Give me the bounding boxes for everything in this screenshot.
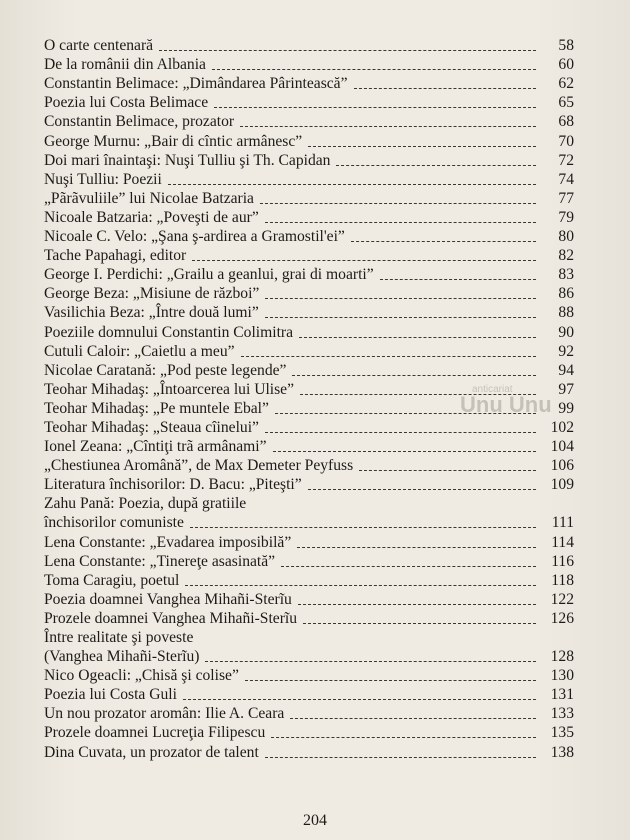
toc-entry-page: 74	[558, 170, 574, 188]
toc-entry-page: 60	[558, 56, 574, 74]
toc-entry-title: Nico Ogeacli: „Chisă şi colise”	[44, 667, 239, 685]
toc-entry-page: 77	[558, 189, 574, 207]
dot-leader	[265, 221, 536, 223]
toc-entry	[44, 590, 574, 609]
toc-entry-title: Lena Constante: „Tinereţe asasinată”	[44, 552, 276, 570]
toc-entry-page: 94	[558, 361, 574, 379]
toc-entry	[44, 552, 574, 571]
dot-leader	[298, 603, 536, 605]
toc-entry-title: De la românii din Albania	[44, 56, 206, 74]
watermark-top-text: anticariat	[472, 384, 513, 395]
toc-entry-page: 92	[558, 342, 574, 360]
toc-entry-title: Literatura închisorilor: D. Bacu: „Piteşti”	[44, 476, 302, 494]
dot-leader	[205, 660, 536, 662]
toc-entry	[44, 246, 574, 265]
toc-entry-title: Ionel Zeana: „Cîntiţi trã armânami”	[44, 438, 267, 456]
toc-entry	[44, 494, 574, 513]
toc-entry-page: 122	[550, 590, 574, 608]
toc-entry-title: Zahu Pană: Poezia, după gratiile	[44, 495, 247, 513]
toc-entry-page: 82	[558, 247, 574, 265]
dot-leader	[185, 584, 536, 586]
toc-entry	[44, 189, 574, 208]
dot-leader	[354, 87, 536, 89]
toc-entry-title: Tache Papahagi, editor	[44, 247, 187, 265]
toc-entry-title: Constantin Belimace: „Dimândarea Pârintească”	[44, 75, 348, 93]
dot-leader	[260, 202, 536, 204]
toc-entry	[44, 723, 574, 742]
toc-entry	[44, 36, 574, 55]
toc-entry	[44, 131, 574, 150]
toc-entry-title: Un nou prozator aromân: Ilie A. Ceara	[44, 705, 285, 723]
toc-entry	[44, 322, 574, 341]
dot-leader	[245, 679, 536, 681]
toc-entry-title: George I. Perdichi: „Grailu a geanlui, grai di moarti”	[44, 266, 374, 284]
dot-leader	[190, 526, 536, 528]
dot-leader	[214, 106, 536, 108]
toc-entry-page: 83	[558, 266, 574, 284]
toc-entry	[44, 704, 574, 723]
toc-entry-title: Prozele doamnei Vanghea Mihañi-Sterĩu	[44, 609, 298, 627]
toc-entry-title: Lena Constante: „Evadarea imposibilă”	[44, 533, 292, 551]
toc-entry	[44, 265, 574, 284]
toc-entry	[44, 571, 574, 590]
toc-entry	[44, 609, 574, 628]
watermark	[460, 384, 580, 424]
toc-entry-page: 90	[558, 323, 574, 341]
toc-entry-page: 114	[551, 533, 574, 551]
toc-entry-page: 97	[558, 380, 574, 398]
dot-leader	[192, 259, 536, 261]
toc-entry-page: 72	[558, 151, 574, 169]
toc-entry-page: 70	[558, 132, 574, 150]
toc-entry	[44, 151, 574, 170]
toc-entry-title: Toma Caragiu, poetul	[44, 571, 180, 589]
toc-entry-title: George Beza: „Misiune de război”	[44, 285, 260, 303]
toc-entry	[44, 456, 574, 475]
toc-entry-title: Constantin Belimace, prozator	[44, 113, 235, 131]
toc-entry-title: Poezia lui Costa Belimace	[44, 94, 209, 112]
toc-entry-title: Teohar Mihadaş: „Întoarcerea lui Ulise”	[44, 380, 295, 398]
toc-entry-page: 62	[558, 75, 574, 93]
toc-entry-page: 99	[558, 399, 574, 417]
dot-leader	[265, 431, 536, 433]
dot-leader	[303, 622, 536, 624]
dot-leader	[265, 297, 536, 299]
dot-leader	[380, 278, 536, 280]
dot-leader	[271, 736, 536, 738]
dot-leader	[336, 164, 536, 166]
toc-entry-page: 80	[558, 228, 574, 246]
toc-entry	[44, 628, 574, 647]
dot-leader	[183, 698, 536, 700]
dot-leader	[159, 49, 536, 51]
toc-entry-page: 88	[558, 304, 574, 322]
toc-entry	[44, 532, 574, 551]
dot-leader	[265, 316, 536, 318]
toc-entry-page: 68	[558, 113, 574, 131]
toc-entry	[44, 742, 574, 761]
toc-entry-page: 131	[550, 686, 574, 704]
toc-entry-title: Teohar Mihadaş: „Pe muntele Ebal”	[44, 399, 269, 417]
toc-entry-page: 130	[550, 667, 574, 685]
toc-entry	[44, 666, 574, 685]
toc-entry-page: 109	[550, 476, 574, 494]
toc-entry-page: 118	[551, 571, 574, 589]
toc-entry-title: Cutuli Caloir: „Caietlu a meu”	[44, 342, 235, 360]
dot-leader	[292, 374, 536, 376]
toc-entry-page: 86	[558, 285, 574, 303]
toc-entry-page: 128	[550, 648, 574, 666]
toc-entry-page: 104	[550, 438, 574, 456]
toc-entry	[44, 74, 574, 93]
toc-entry-page: 138	[550, 743, 574, 761]
toc-entry-page: 116	[551, 552, 574, 570]
toc-entry	[44, 361, 574, 380]
dot-leader	[168, 183, 536, 185]
toc-entry-title: Nicoale C. Velo: „Şana ş-ardirea a Gramostil'ei”	[44, 228, 345, 246]
toc-entry-page: 65	[558, 94, 574, 112]
toc-entry-page: 79	[558, 208, 574, 226]
toc-entry	[44, 93, 574, 112]
toc-entry	[44, 208, 574, 227]
dot-leader	[351, 240, 536, 242]
toc-entry	[44, 437, 574, 456]
toc-entry	[44, 342, 574, 361]
toc-entry-title: O carte centenară	[44, 37, 154, 55]
toc-entry-page: 58	[558, 37, 574, 55]
dot-leader	[241, 355, 536, 357]
dot-leader	[199, 642, 536, 643]
dot-leader	[297, 546, 536, 548]
toc-entry	[44, 303, 574, 322]
toc-entry	[44, 475, 574, 494]
toc-entry	[44, 284, 574, 303]
toc-entry-title: Prozele doamnei Lucreţia Filipescu	[44, 724, 266, 742]
dot-leader	[308, 145, 536, 147]
dot-leader	[212, 68, 536, 70]
toc-entry-page: 111	[551, 514, 574, 532]
dot-leader	[281, 565, 536, 567]
toc-entry-title: „Chestiunea Aromână”, de Max Demeter Peyfuss	[44, 457, 354, 475]
toc-entry	[44, 112, 574, 131]
toc-entry-page: 135	[550, 724, 574, 742]
dot-leader	[265, 756, 536, 758]
toc-entry-title: „Pãrãvuliile” lui Nicolae Batzaria	[44, 189, 254, 207]
toc-entry-title: Poezia lui Costa Guli	[44, 686, 177, 704]
toc-entry-page: 106	[550, 457, 574, 475]
toc-entry	[44, 513, 574, 532]
toc-entry-title: Teohar Mihadaş: „Steaua cîinelui”	[44, 418, 259, 436]
toc-entry-title: Poezia doamnei Vanghea Mihañi-Sterĩu	[44, 590, 292, 608]
dot-leader	[299, 336, 536, 338]
toc-entry-title: Poeziile domnului Constantin Colimitra	[44, 323, 294, 341]
toc-entry-page: 102	[550, 418, 574, 436]
dot-leader	[273, 450, 536, 452]
dot-leader	[308, 488, 536, 490]
toc-entry-title: Doi mari înaintaşi: Nuşi Tulliu şi Th. Capidan	[44, 151, 331, 169]
dot-leader	[290, 717, 536, 719]
toc-entry-title: închisorilor comuniste	[44, 514, 184, 532]
toc-entry	[44, 170, 574, 189]
toc-entry-title: Nuşi Tulliu: Poezii	[44, 170, 162, 188]
dot-leader	[240, 125, 536, 127]
toc-entry-title: Nicolae Caratană: „Pod peste legende”	[44, 361, 287, 379]
toc-entry-title: Între realitate şi poveste	[44, 629, 194, 646]
page-number: 204	[303, 812, 327, 829]
toc-entry	[44, 227, 574, 246]
toc-entry-title: Vasilichia Beza: „Între două lumi”	[44, 304, 259, 322]
toc-entry-title: George Murnu: „Bair di cîntic armânesc”	[44, 132, 303, 150]
toc-entry-title: (Vanghea Mihañi-Sterĩu)	[44, 648, 200, 666]
toc-entry	[44, 685, 574, 704]
toc-entry-page: 133	[550, 705, 574, 723]
toc-entry-page: 126	[550, 609, 574, 627]
dot-leader	[252, 508, 536, 509]
toc-entry	[44, 647, 574, 666]
toc-entry-title: Dina Cuvata, un prozator de talent	[44, 743, 259, 761]
watermark-main-text: Unu Unu	[460, 392, 552, 417]
dot-leader	[359, 469, 536, 471]
toc-entry-title: Nicoale Batzaria: „Poveşti de aur”	[44, 208, 259, 226]
toc-entry	[44, 55, 574, 74]
